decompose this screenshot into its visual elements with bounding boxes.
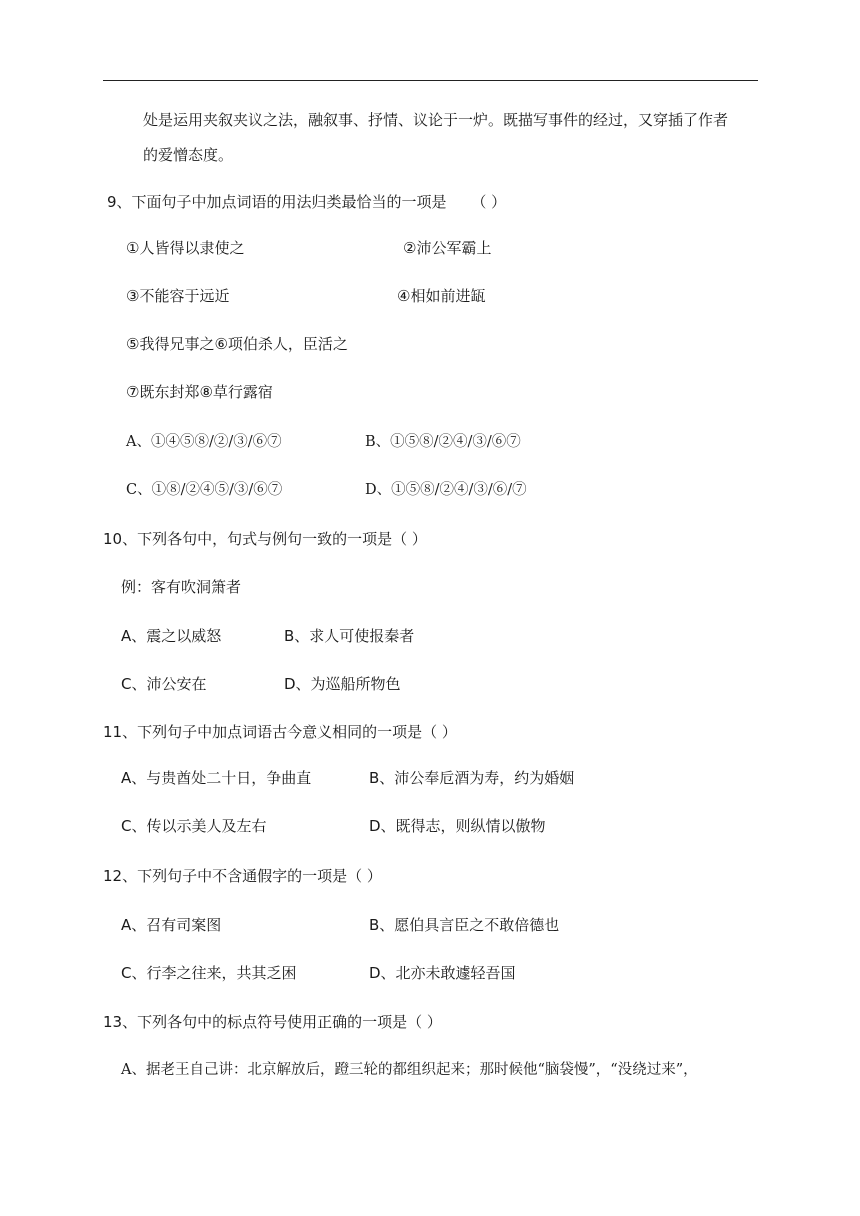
q9-answer-blank: （ ） (471, 193, 507, 211)
header-rule (103, 80, 758, 81)
q10-option-a: A、震之以威怒 (121, 627, 222, 645)
q11-option-d: D、既得志，则纵情以傲物 (369, 817, 546, 835)
q11-stem: 11、下列句子中加点词语古今意义相同的一项是（ ） (103, 723, 457, 741)
q9-stem-text: 9、下面句子中加点词语的用法归类最恰当的一项是 (107, 193, 447, 211)
q10-option-c: C、沛公安在 (121, 675, 207, 693)
q11-option-c: C、传以示美人及左右 (121, 817, 267, 835)
q12-option-c: C、行李之往来，共其乏困 (121, 964, 297, 982)
q12-option-b: B、愿伯具言臣之不敢倍德也 (369, 916, 560, 934)
q12-stem: 12、下列句子中不含通假字的一项是（ ） (103, 867, 382, 885)
q12-option-a: A、召有司案图 (121, 916, 222, 934)
q9-stem (107, 192, 506, 212)
q11-option-a: A、与贵酋处二十日，争曲直 (121, 769, 312, 787)
q9-item-4: ④相如前进缻 (397, 287, 486, 305)
q9-option-a: A、①④⑤⑧/②/③/⑥⑦ (126, 434, 282, 450)
q9-option-b: B、①⑤⑧/②④/③/⑥⑦ (365, 434, 521, 450)
q9-item-5-6: ⑤我得兄事之⑥项伯杀人，臣活之 (126, 335, 348, 353)
q10-option-d: D、为巡船所物色 (284, 675, 401, 693)
q9-item-2: ②沛公军霸上 (403, 239, 492, 257)
q9-item-3: ③不能容于远近 (126, 287, 230, 305)
q13-option-a: A、据老王自己讲：北京解放后，蹬三轮的都组织起来；那时候他“脑袋慢”，“没绕过来”， (121, 1062, 698, 1078)
q10-option-b: B、求人可使报秦者 (284, 627, 415, 645)
q9-item-1: ①人皆得以隶使之 (126, 239, 245, 257)
q13-stem: 13、下列各句中的标点符号使用正确的一项是（ ） (103, 1013, 442, 1031)
q10-example: 例：客有吹洞箫者 (121, 578, 242, 596)
q12-option-d: D、北亦未敢遽轻吾国 (369, 964, 516, 982)
q10-stem: 10、下列各句中，句式与例句一致的一项是（ ） (103, 530, 427, 548)
q9-option-d: D、①⑤⑧/②④/③/⑥/⑦ (365, 482, 527, 498)
q11-option-b: B、沛公奉卮酒为寿，约为婚姻 (369, 769, 575, 787)
q9-option-c: C、①⑧/②④⑤/③/⑥⑦ (126, 482, 283, 498)
continuation-line-1: 处是运用夹叙夹议之法，融叙事、抒情、议论于一炉。既描写事件的经过，又穿插了作者 (143, 111, 729, 129)
q9-item-7-8: ⑦既东封郑⑧草行露宿 (126, 383, 273, 401)
continuation-line-2: 的爱憎态度。 (143, 146, 234, 164)
